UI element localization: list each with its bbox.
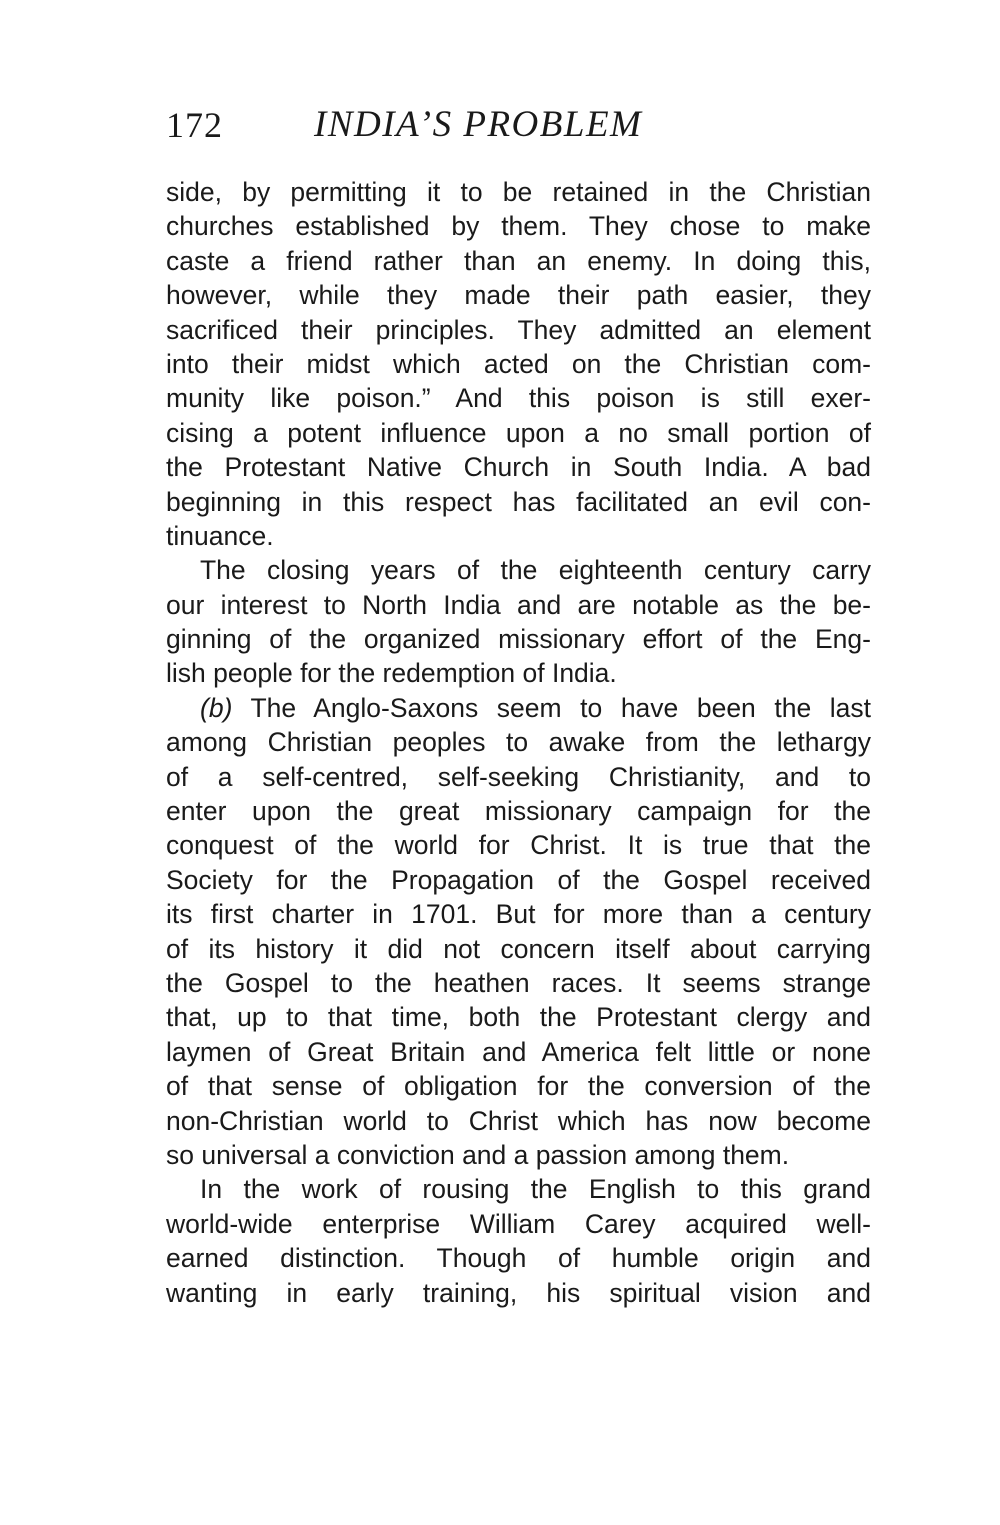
text-line: of its history it did not concern itself about carrying	[166, 933, 871, 964]
text-line: beginning in this respect has facilitated an evil con-	[166, 486, 871, 517]
text-line: earned distinction. Though of humble origin and	[166, 1243, 871, 1274]
text-line: wanting in early training, his spiritual vision and	[166, 1277, 871, 1308]
text-line: laymen of Great Britain and America felt little or none	[166, 1036, 871, 1067]
paragraph-4	[166, 1172, 871, 1310]
text-line: its first charter in 1701. But for more than a century	[166, 899, 871, 930]
paragraph-marker: (b)	[200, 692, 233, 723]
text-line: churches established by them. They chose to make	[166, 211, 871, 242]
text-line: enter upon the great missionary campaign for the	[166, 796, 871, 827]
running-head	[166, 100, 876, 150]
text-line-first	[166, 691, 871, 725]
text-line: The closing years of the eighteenth century carry	[200, 555, 871, 586]
text-line: cising a potent influence upon a no small portion of	[166, 417, 871, 448]
running-title: INDIA’S PROBLEM	[314, 104, 643, 145]
text-line: The Anglo-Saxons seem to have been the last	[232, 692, 871, 723]
paragraph-3	[166, 691, 871, 1172]
text-line: conquest of the world for Christ. It is true that the	[166, 830, 871, 861]
text-line: caste a friend rather than an enemy. In doing this,	[166, 245, 871, 276]
text-line: Society for the Propagation of the Gospel received	[166, 864, 871, 895]
text-line: munity like poison.” And this poison is still exer-	[166, 383, 871, 414]
text-line: side, by permitting it to be retained in the Christian	[166, 177, 871, 207]
text-line: the Gospel to the heathen races. It seems strange	[166, 967, 871, 998]
page-number: 172	[166, 105, 223, 145]
text-line: lish people for the redemption of India.	[166, 658, 617, 689]
paragraph-2	[166, 553, 871, 691]
text-line: our interest to North India and are notable as the be-	[166, 589, 871, 620]
text-line: among Christian peoples to awake from the lethargy	[166, 727, 871, 758]
text-line: however, while they made their path easier, they	[166, 280, 871, 311]
text-line: so universal a conviction and a passion among them.	[166, 1139, 790, 1170]
text-line: tinuance.	[166, 520, 274, 551]
text-line: of that sense of obligation for the conversion of the	[166, 1071, 871, 1102]
text-line: that, up to that time, both the Protestant clergy and	[166, 1002, 871, 1033]
text-line: world-wide enterprise William Carey acquired well-	[166, 1208, 871, 1239]
text-line: sacrificed their principles. They admitted an element	[166, 314, 871, 345]
text-line: of a self-centred, self-seeking Christianity, and to	[166, 761, 871, 792]
text-line: into their midst which acted on the Christian com-	[166, 348, 871, 379]
paragraph-1	[166, 175, 871, 553]
text-line: the Protestant Native Church in South India. A bad	[166, 452, 871, 483]
text-line: ginning of the organized missionary effort of the Eng-	[166, 624, 871, 655]
body-text	[166, 175, 871, 1310]
text-line: non-Christian world to Christ which has now become	[166, 1105, 871, 1136]
text-line: In the work of rousing the English to this grand	[200, 1174, 871, 1205]
